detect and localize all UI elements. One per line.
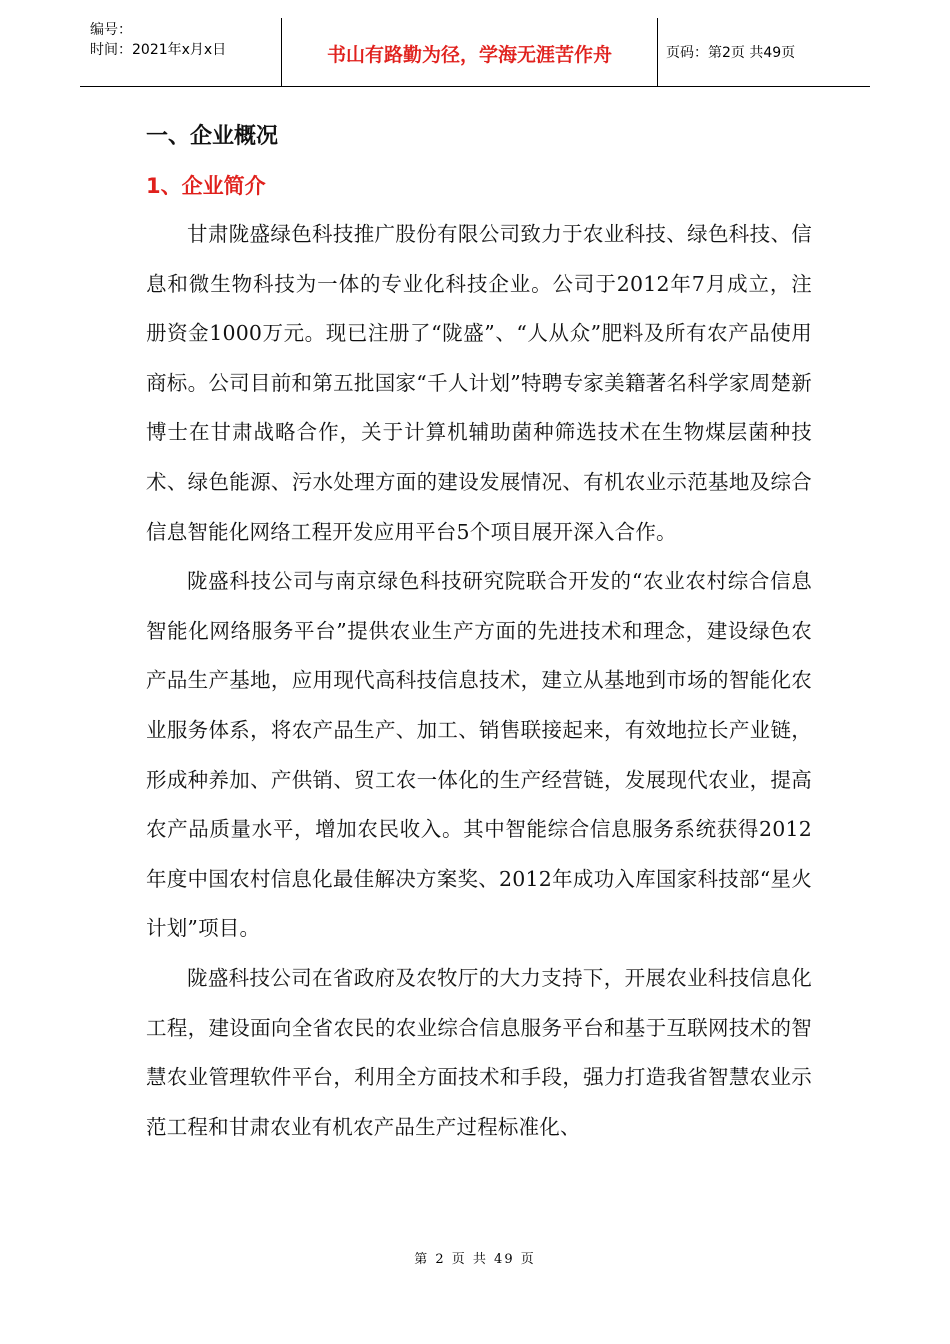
- paragraph: 陇盛科技公司与南京绿色科技研究院联合开发的“农业农村综合信息智能化网络服务平台”提供农业生产方面的先进技术和理念，建设绿色农产品生产基地，应用现代高科技信息技术，建立从基地到市场的智能化农业服务体系，将农产品生产、加工、销售联接起来，有效地拉长产业链，形成种养加、产供销、贸工农一体化的生产经营链，发展现代农业，提高农产品质量水平，增加农民收入。其中智能综合信息服务系统获得2012年度中国农村信息化最佳解决方案奖、2012年成功入库国家科技部“星火计划”项目。: [146, 569, 812, 941]
- subsection-title: 1、企业简介: [146, 174, 266, 198]
- header-motto: 书山有路勤为径，学海无涯苦作舟: [326, 44, 612, 66]
- header-page-info: 页码：第2页 共49页: [666, 45, 796, 61]
- header-meta: [90, 20, 226, 60]
- paragraph: 甘肃陇盛绿色科技推广股份有限公司致力于农业科技、绿色科技、信息和微生物科技为一体的专业化科技企业。公司于2012年7月成立，注册资金1000万元。现已注册了“陇盛”、“人从众”肥料及所有农产品使用商标。公司目前和第五批国家“千人计划”特聘专家美籍著名科学家周楚新博士在甘肃战略合作，关于计算机辅助菌种筛选技术在生物煤层菌种技术、绿色能源、污水处理方面的建设发展情况、有机农业示范基地及综合信息智能化网络工程开发应用平台5个项目展开深入合作。: [146, 222, 812, 544]
- document-body: [146, 112, 812, 1152]
- header-number-label: 编号：: [90, 22, 132, 38]
- page-header: [80, 18, 870, 87]
- page-footer: 第 2 页 共 49 页: [414, 1252, 536, 1267]
- section-title: 一、企业概况: [146, 124, 279, 149]
- header-divider: [657, 18, 658, 86]
- paragraph: 陇盛科技公司在省政府及农牧厅的大力支持下，开展农业科技信息化工程，建设面向全省农民的农业综合信息服务平台和基于互联网技术的智慧农业管理软件平台，利用全方面技术和手段，强力打造我省智慧农业示范工程和甘肃农业有机农产品生产过程标准化、: [146, 965, 812, 1139]
- header-time-label: 时间：2021年x月x日: [90, 42, 227, 58]
